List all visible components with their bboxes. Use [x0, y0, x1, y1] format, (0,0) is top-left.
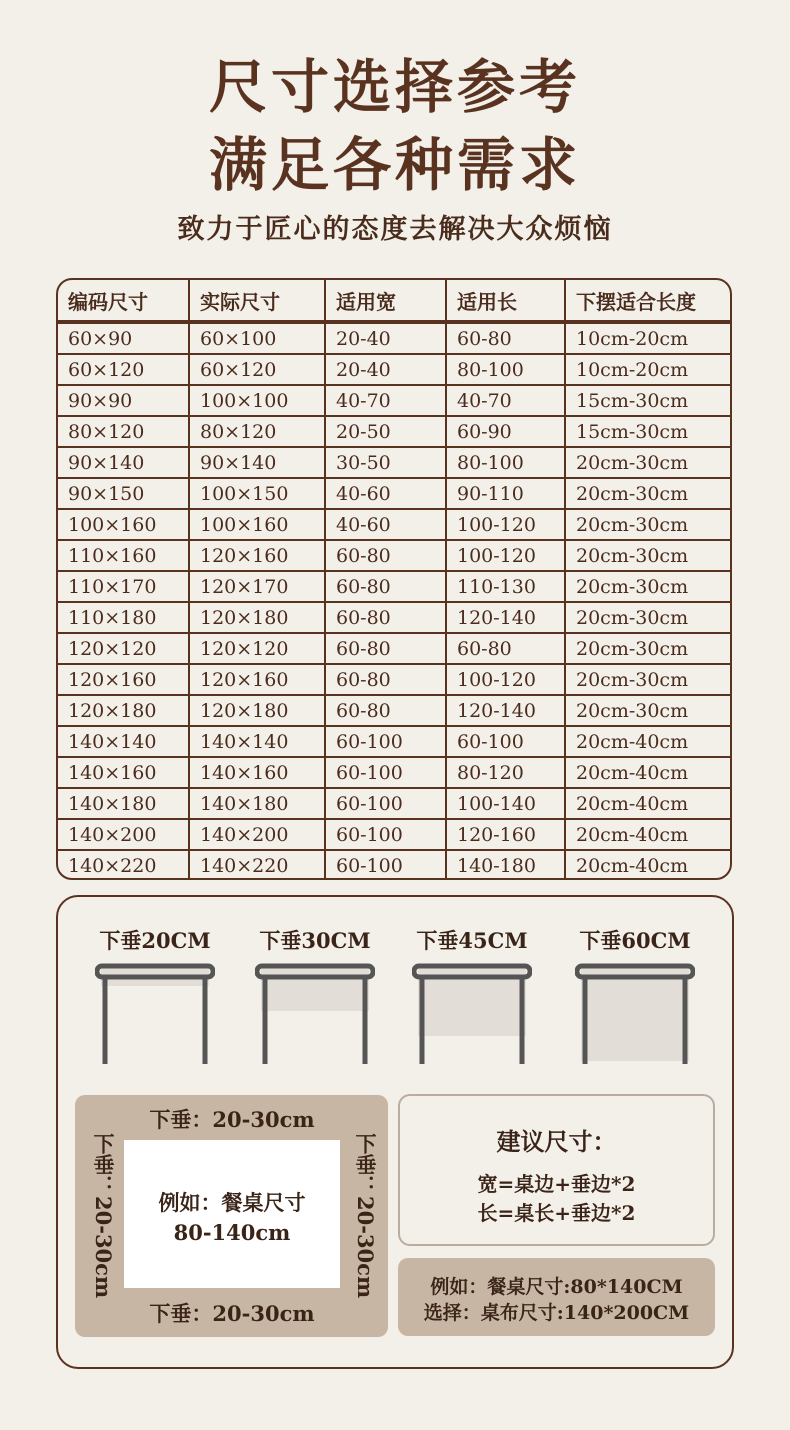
table-cell: 60-80	[325, 571, 446, 602]
table-cell: 60-80	[446, 633, 565, 664]
table-cell: 140×220	[58, 850, 189, 880]
table-cell: 40-70	[325, 385, 446, 416]
table-cell: 120×120	[58, 633, 189, 664]
table-cell: 100×150	[189, 478, 325, 509]
table-row	[58, 664, 730, 695]
table-cell: 20cm-40cm	[565, 757, 730, 788]
table-cell: 60-100	[325, 788, 446, 819]
suggestion-title: 建议尺寸：	[496, 1127, 617, 1156]
table-cell: 60-80	[325, 695, 446, 726]
diagram-center-line2: 80-140cm	[173, 1220, 291, 1245]
diagram-left-label: 下垂：20-30cm	[91, 1133, 116, 1299]
table-cell: 90×150	[58, 478, 189, 509]
table-cell: 120×160	[189, 540, 325, 571]
table-cell: 110×170	[58, 571, 189, 602]
table-row	[58, 416, 730, 447]
table-cell: 120-140	[446, 695, 565, 726]
table-row	[58, 757, 730, 788]
table-cell: 110×160	[58, 540, 189, 571]
drop-label: 下垂20CM	[99, 928, 211, 953]
table-cell: 60×120	[58, 354, 189, 385]
table-drop-icon	[255, 958, 375, 1068]
table-cell: 40-60	[325, 509, 446, 540]
page-subtitle: 致力于匠心的态度去解决大众烦恼	[177, 214, 613, 245]
column-header: 实际尺寸	[189, 280, 325, 322]
column-header: 适用宽	[325, 280, 446, 322]
table-row	[58, 322, 730, 354]
table-cell: 20cm-40cm	[565, 819, 730, 850]
table-cell: 20cm-30cm	[565, 540, 730, 571]
table-row	[58, 509, 730, 540]
table-cell: 60-80	[325, 664, 446, 695]
table-row	[58, 633, 730, 664]
table-cell: 20cm-30cm	[565, 695, 730, 726]
table-cell: 140×200	[58, 819, 189, 850]
column-header: 下摆适合长度	[565, 280, 730, 322]
table-row	[58, 478, 730, 509]
example-line2: 选择：桌布尺寸:140*200CM	[423, 1302, 690, 1324]
table-cell: 10cm-20cm	[565, 354, 730, 385]
page-title-line1: 尺寸选择参考	[208, 53, 581, 121]
table-cell: 90×140	[189, 447, 325, 478]
table-row	[58, 540, 730, 571]
table-cell: 40-60	[325, 478, 446, 509]
table-cell: 20cm-40cm	[565, 788, 730, 819]
table-cell: 60-100	[325, 819, 446, 850]
drop-label: 下垂60CM	[579, 928, 691, 953]
table-cell: 20cm-30cm	[565, 478, 730, 509]
table-cell: 20-50	[325, 416, 446, 447]
diagram-bottom-label: 下垂：20-30cm	[149, 1301, 315, 1326]
table-cell: 60-90	[446, 416, 565, 447]
table-cell: 140×140	[58, 726, 189, 757]
table-cell: 100-120	[446, 509, 565, 540]
table-cell: 60×120	[189, 354, 325, 385]
table-drop-icon	[575, 958, 695, 1068]
table-cell: 60-80	[446, 322, 565, 354]
table-cell: 140×200	[189, 819, 325, 850]
table-cell: 20cm-40cm	[576, 854, 689, 877]
table-cell: 80-120	[446, 757, 565, 788]
table-cell: 120×180	[189, 602, 325, 633]
table-row	[58, 850, 730, 880]
table-cell: 20-40	[325, 322, 446, 354]
table-cell: 110×180	[58, 602, 189, 633]
table-cell: 90×140	[58, 447, 189, 478]
table-row	[58, 695, 730, 726]
table-cell: 60-80	[325, 633, 446, 664]
table-cell: 140-180	[446, 850, 565, 880]
table-cell: 20cm-30cm	[565, 509, 730, 540]
table-cell: 140×220	[189, 850, 325, 880]
table-cell: 140×140	[189, 726, 325, 757]
table-cell: 110-130	[446, 571, 565, 602]
table-cell: 100×160	[58, 509, 189, 540]
tablecloth-drop	[581, 966, 689, 1061]
table-cell: 60-100	[446, 726, 565, 757]
table-body	[58, 322, 730, 880]
drop-label: 下垂45CM	[416, 928, 528, 953]
table-cell: 60-80	[325, 602, 446, 633]
table-cell: 20cm-30cm	[565, 633, 730, 664]
table-cell: 140×180	[58, 788, 189, 819]
table-cell: 90-110	[446, 478, 565, 509]
table-cell: 90×90	[58, 385, 189, 416]
example-box	[398, 1258, 715, 1336]
table-cell: 10cm-20cm	[565, 322, 730, 354]
table-cell: 20cm-30cm	[565, 571, 730, 602]
table-cell: 30-50	[325, 447, 446, 478]
suggestion-box	[398, 1094, 715, 1246]
table-cell: 120×120	[189, 633, 325, 664]
diagram-top-label: 下垂：20-30cm	[149, 1107, 315, 1132]
table-row	[58, 602, 730, 633]
table-cell: 20cm-30cm	[565, 447, 730, 478]
suggestion-width-formula: 宽=桌边+垂边*2	[477, 1172, 636, 1196]
table-cell: 100-120	[446, 540, 565, 571]
table-cell: 120×180	[58, 695, 189, 726]
table-row	[58, 726, 730, 757]
table-cell: 20-40	[325, 354, 446, 385]
table-cell: 120×180	[189, 695, 325, 726]
table-cell: 80-100	[446, 354, 565, 385]
diagram-center-line1: 例如：餐桌尺寸	[158, 1190, 306, 1215]
drop-label: 下垂30CM	[259, 928, 371, 953]
table-cell: 60×90	[58, 322, 189, 354]
column-header: 编码尺寸	[58, 280, 189, 322]
table-cell: 120×160	[189, 664, 325, 695]
table-cell: 20cm-30cm	[565, 664, 730, 695]
table-row	[58, 447, 730, 478]
table-cell: 15cm-30cm	[565, 385, 730, 416]
table-cell: 120-140	[446, 602, 565, 633]
suggestion-length-formula: 长=桌长+垂边*2	[477, 1201, 636, 1225]
table-cell: 15cm-30cm	[565, 416, 730, 447]
table-cell: 60-100	[325, 757, 446, 788]
table-cell: 80×120	[189, 416, 325, 447]
table-row	[58, 571, 730, 602]
table-drop-icon	[95, 958, 215, 1068]
table-cell: 60-100	[325, 726, 446, 757]
table-cell: 140×160	[58, 757, 189, 788]
diagram-right-label: 下垂：20-30cm	[353, 1133, 378, 1299]
table-cell: 40-70	[446, 385, 565, 416]
table-cell: 100-120	[446, 664, 565, 695]
table-header-row	[58, 280, 730, 322]
table-cell: 140×180	[189, 788, 325, 819]
table-cell: 80×120	[58, 416, 189, 447]
table-cell: 120×160	[58, 664, 189, 695]
table-cell: 100-140	[446, 788, 565, 819]
size-table	[56, 278, 732, 880]
tablecloth-drop	[261, 966, 369, 1011]
table-row	[58, 819, 730, 850]
table-row	[58, 354, 730, 385]
table-row	[58, 788, 730, 819]
table-cell: 20cm-40cm	[565, 726, 730, 757]
table-cell: 60-80	[325, 540, 446, 571]
table-drop-icon	[412, 958, 532, 1068]
table-cell: 60-100	[325, 850, 446, 880]
table-cell: 140×160	[189, 757, 325, 788]
table-cell: 60×100	[189, 322, 325, 354]
table-cell: 100×100	[189, 385, 325, 416]
table-cell: 120-160	[446, 819, 565, 850]
table-cell: 120×170	[189, 571, 325, 602]
table-cell: 100×160	[189, 509, 325, 540]
column-header: 适用长	[446, 280, 565, 322]
example-line1: 例如：餐桌尺寸:80*140CM	[430, 1276, 683, 1298]
table-row	[58, 385, 730, 416]
page-title-line2: 满足各种需求	[208, 131, 581, 199]
table-cell: 20cm-30cm	[565, 602, 730, 633]
table-cell: 80-100	[446, 447, 565, 478]
